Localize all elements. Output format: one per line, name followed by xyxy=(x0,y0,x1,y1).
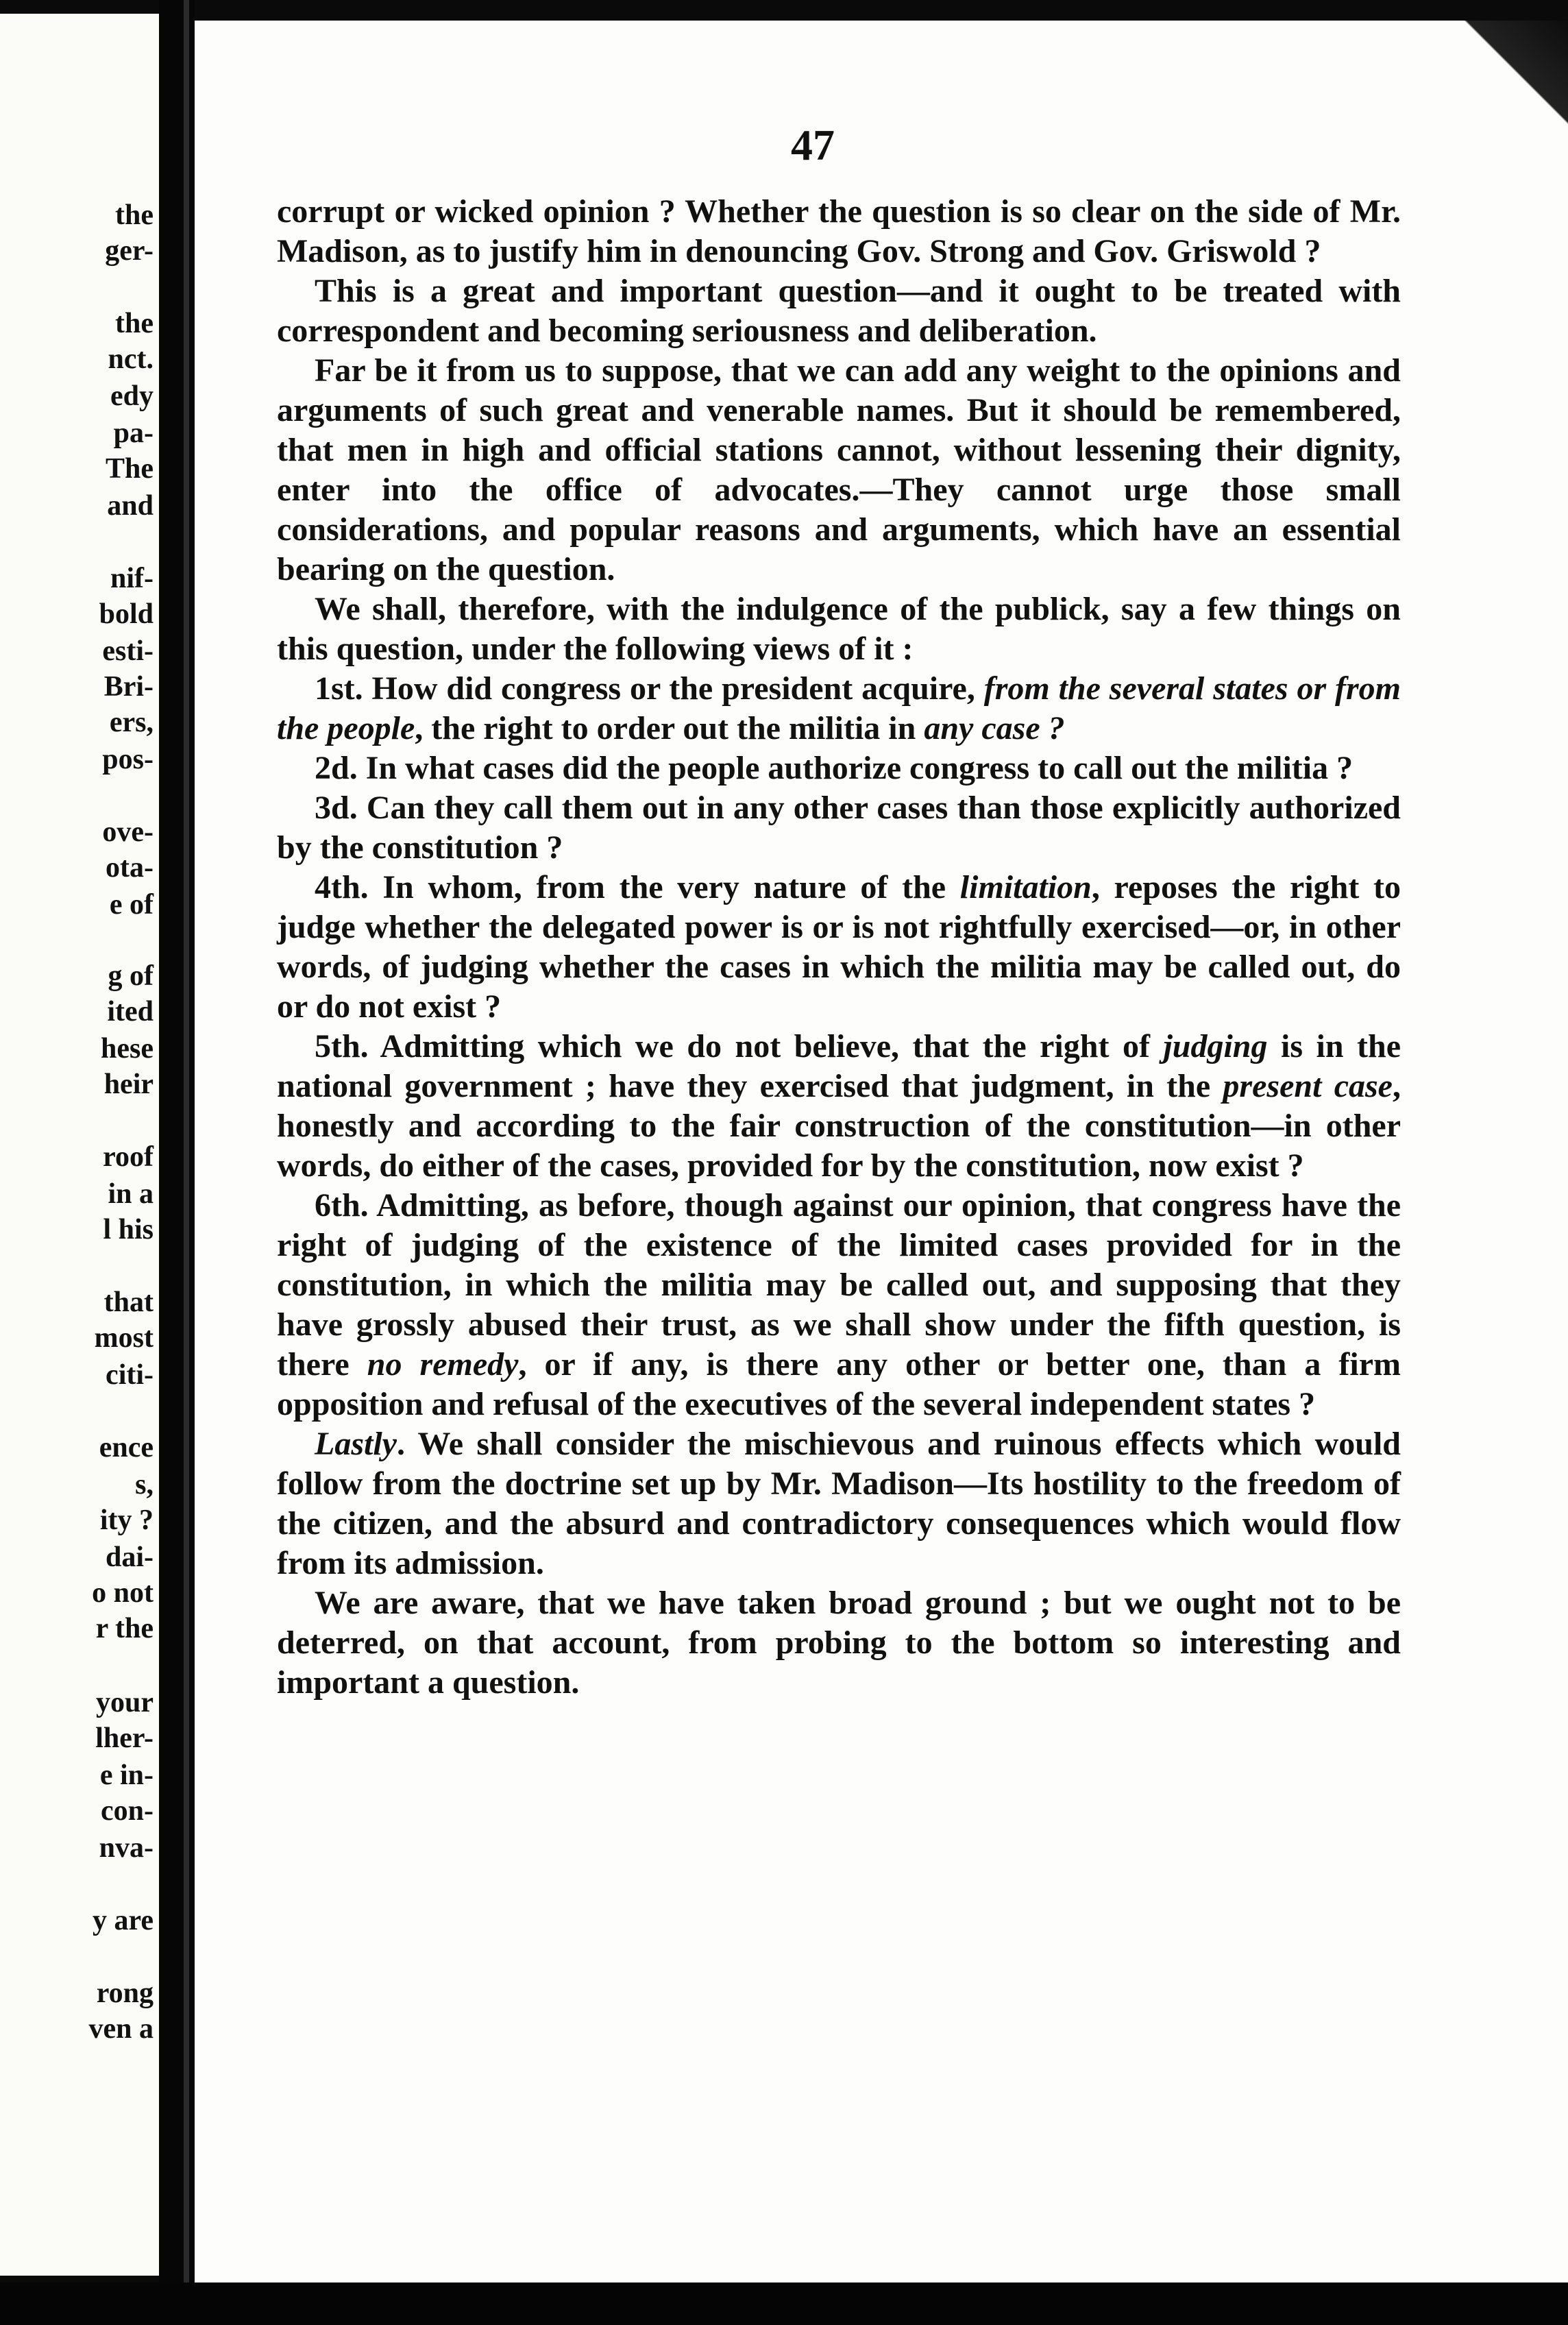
left-page-fragment: that xyxy=(103,1287,154,1318)
text-run: , or if any, is there any other or better one, than a firm opposition and refusal of the executives of the several independent states ? xyxy=(277,1346,1401,1422)
text-run: , honestly and according to the fair construction of the constitution—in other words, do either of the cases, provided for by the constitution, now exist ? xyxy=(277,1068,1401,1184)
italic-run: from the several states or from the people xyxy=(277,670,1401,746)
question-5 xyxy=(277,1027,1401,1186)
left-page-fragment: bold xyxy=(99,598,154,630)
left-page-fragment: pa- xyxy=(113,417,154,449)
italic-run: any case ? xyxy=(924,710,1065,746)
paragraph-text: corrupt or wicked opinion ? Whether the question is so clear on the side of Mr. Madison, as to justify him in denouncing Gov. Strong and Gov. Griswold ? xyxy=(277,193,1401,269)
text-run: 4th. In whom, from the very nature of the xyxy=(315,869,960,905)
text-run: 3d. Can they call them out in any other cases than those explicitly authorized by the constitution ? xyxy=(277,790,1401,866)
left-page-fragment: esti- xyxy=(102,635,154,667)
left-page-fragment: o not xyxy=(92,1577,154,1609)
text-run: 1st. How did congress or the president acquire, xyxy=(315,670,984,707)
right-page xyxy=(195,21,1568,2283)
text-run: 5th. Admitting which we do not believe, that the right of xyxy=(315,1028,1164,1064)
paragraph xyxy=(277,271,1401,351)
left-page-fragment: e in- xyxy=(99,1760,154,1791)
left-page-fragment: roof xyxy=(103,1141,154,1173)
question-6 xyxy=(277,1186,1401,1424)
left-page-fragment: ity ? xyxy=(99,1505,154,1536)
left-page-fragment: lher- xyxy=(95,1723,154,1754)
text-run: , the right to order out the militia in xyxy=(415,710,924,746)
left-page-fragment: nct. xyxy=(108,343,154,375)
gutter-edge xyxy=(184,0,189,2325)
italic-run: Lastly xyxy=(315,1426,397,1462)
page-body xyxy=(277,192,1401,1703)
text-run: 2d. In what cases did the people authorize congress to call out the militia ? xyxy=(315,750,1353,786)
paragraph xyxy=(277,192,1401,271)
left-page-fragment: nif- xyxy=(110,563,154,594)
left-page-fragment: s, xyxy=(135,1469,154,1500)
left-page-fragment: the xyxy=(115,199,154,231)
paragraph xyxy=(277,351,1401,589)
paragraph-text: Far be it from us to suppose, that we can add any weight to the opinions and arguments of such great and venerable names. But it should be remembered, that men in high and official stations cannot, without lessening their dignity, enter into the office of advocates.—They cannot urge those small considerations, and popular reasons and arguments, which have an essential bearing on the question. xyxy=(277,352,1401,587)
paragraph-text: We are aware, that we have taken broad ground ; but we ought not to be deterred, on that account, from probing to the bottom so interesting and important a question. xyxy=(277,1585,1401,1701)
left-page-fragment: dai- xyxy=(105,1542,154,1573)
italic-run: no remedy xyxy=(367,1346,519,1383)
left-page-fragment: Bri- xyxy=(103,671,154,703)
left-page-fragment: the xyxy=(115,308,154,339)
left-page-fragment: hese xyxy=(101,1033,154,1064)
paragraph-text: This is a great and important question—and it ought to be treated with correspondent and becoming seriousness and deliberation. xyxy=(277,273,1401,349)
book-gutter xyxy=(159,0,195,2325)
paragraph xyxy=(277,1583,1401,1703)
left-page-fragment: ove- xyxy=(102,816,154,848)
paragraph xyxy=(277,589,1401,669)
page-number: 47 xyxy=(791,121,835,169)
left-page-fragment: l his xyxy=(103,1214,154,1245)
left-page-fragment: y are xyxy=(92,1905,154,1936)
left-page-fragment: and xyxy=(107,490,154,522)
italic-run: present case xyxy=(1223,1068,1393,1104)
left-page-fragment: The xyxy=(105,453,154,485)
left-page-fragment: ited xyxy=(107,996,154,1027)
question-4 xyxy=(277,868,1401,1027)
left-page-fragment: ven a xyxy=(88,2013,154,2045)
left-page-fragment: nva- xyxy=(99,1832,154,1864)
text-run: 6th. Admitting, as before, though against our opinion, that congress have the right of judging of the existence of the limited cases provided for in the constitution, in which the militia may be called out, and supposing that they have grossly abused their trust, as we shall show under the fifth question, is there xyxy=(277,1187,1401,1383)
text-run: , reposes the right to judge whether the delegated power is or is not rightfully exercised—or, in other words, of judging whether the cases in which the militia may be called out, do or do not exist ? xyxy=(277,869,1401,1025)
text-run: . We shall consider the mischievous and ruinous effects which would follow from the doctrine set up by Mr. Madison—Its hostility to the freedom of the citizen, and the absurd and contradictory consequences which would flow from its admission. xyxy=(277,1426,1401,1581)
question-lastly xyxy=(277,1424,1401,1583)
left-page-fragment: e of xyxy=(109,889,154,921)
left-page-fragment: g of xyxy=(108,960,154,992)
left-page-fragment: ers, xyxy=(109,707,154,738)
left-page-fragment: ota- xyxy=(106,852,154,884)
left-facing-page xyxy=(0,14,159,2276)
left-page-fragment: in a xyxy=(108,1178,154,1210)
left-page-fragment: ence xyxy=(99,1432,154,1463)
left-page-fragment: ger- xyxy=(105,235,154,267)
paragraph-text: We shall, therefore, with the indulgence of the publick, say a few things on this question, under the following views of it : xyxy=(277,591,1401,667)
left-page-fragment: rong xyxy=(96,1977,154,2009)
left-page-fragment: your xyxy=(96,1687,154,1718)
question-3 xyxy=(277,788,1401,868)
italic-run: limitation xyxy=(959,869,1092,905)
left-page-fragment: r the xyxy=(95,1613,154,1644)
italic-run: judging xyxy=(1163,1028,1268,1064)
page-corner-fold xyxy=(1451,21,1568,158)
left-page-fragment: most xyxy=(94,1322,154,1354)
left-page-fragment: heir xyxy=(103,1069,154,1100)
left-page-fragment: con- xyxy=(101,1795,154,1827)
left-page-fragment: pos- xyxy=(102,744,154,775)
left-page-fragment: edy xyxy=(110,380,154,412)
text-run: is in the national government ; have they exercised that judgment, in the xyxy=(277,1028,1401,1104)
question-2 xyxy=(277,748,1401,788)
left-page-fragment: citi- xyxy=(106,1359,154,1391)
question-1 xyxy=(277,669,1401,748)
scan-bottom-edge xyxy=(0,2283,1568,2325)
